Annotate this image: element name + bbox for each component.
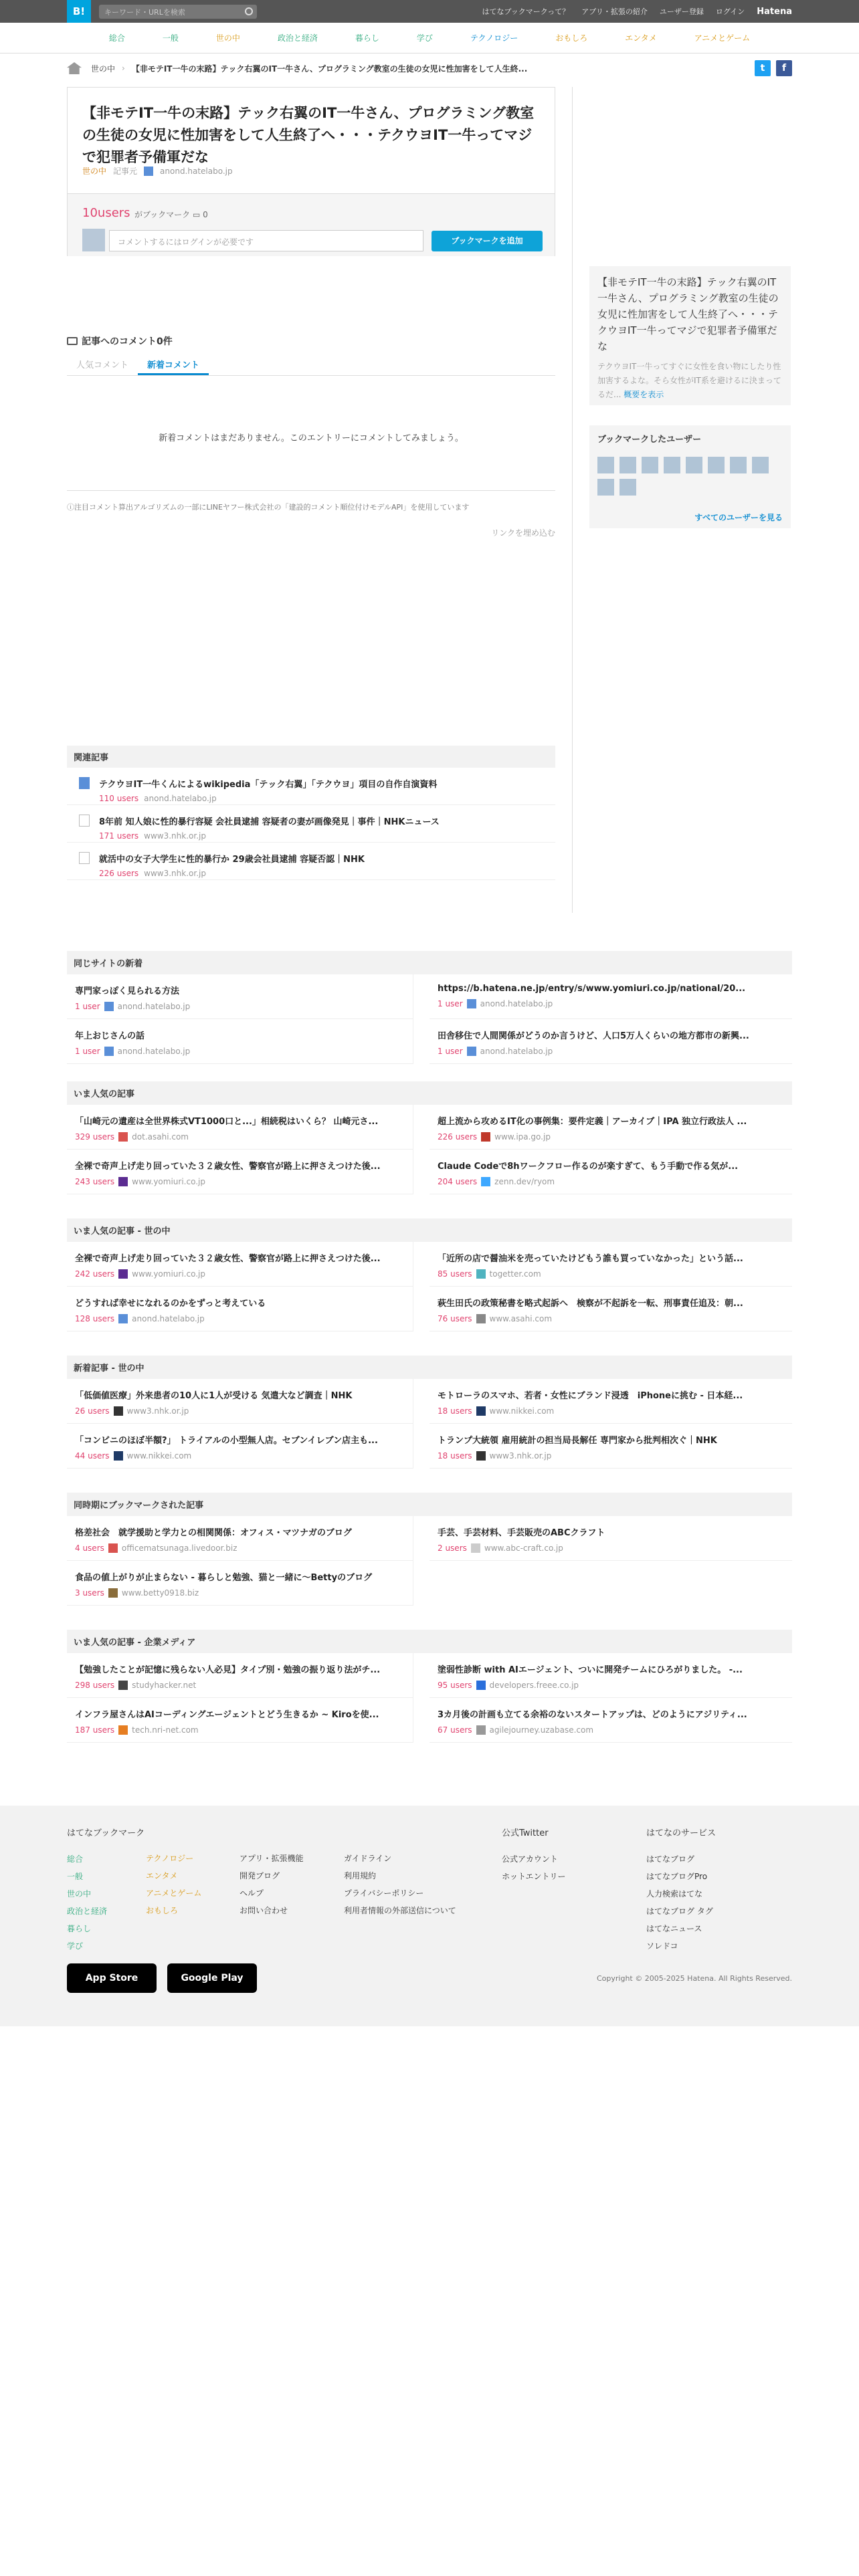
footer-service-link[interactable]: 人力検索はてな [646,1889,703,1899]
user-count[interactable]: 95 users [438,1681,472,1690]
article-title[interactable]: 「近所の店で醤油米を売っていたけどもう誰も買っていなかった」という話... [438,1254,743,1264]
article-meta [75,1681,405,1690]
footer-category-link[interactable]: おもしろ [146,1906,179,1915]
footer [0,1806,859,2026]
list-item[interactable] [67,1424,413,1469]
breadcrumb-category[interactable]: 世の中 [91,64,116,74]
article-domain: anond.hatelabo.jp [117,1047,191,1056]
list-item[interactable] [430,1653,792,1698]
avatar[interactable] [597,479,614,496]
footer-policy-link[interactable]: 利用者情報の外部送信について [344,1906,456,1915]
user-count[interactable]: 67 users [438,1725,472,1735]
article-meta [75,1177,405,1186]
entry-category[interactable]: 世の中 [82,167,107,176]
footer-bookmark-heading: はてなブックマーク [67,1828,145,1838]
avatar[interactable] [619,479,636,496]
article-section [67,1493,792,1606]
twitter-heading: 公式Twitter [502,1828,549,1838]
list-item[interactable] [430,1424,792,1469]
category-tab[interactable]: 総合 [108,33,125,43]
bookmark-box [68,193,555,256]
footer-twitter-link[interactable]: 公式アカウント [502,1854,558,1864]
user-count[interactable]: 298 users [75,1681,115,1690]
user-count[interactable]: 76 users [438,1314,472,1323]
article-domain: www.asahi.com [489,1314,553,1323]
search-icon[interactable] [245,7,253,15]
article-domain: www.ipa.go.jp [494,1132,551,1142]
related-heading: 関連記事 [67,746,555,768]
article-domain: anond.hatelabo.jp [480,999,553,1008]
article-title[interactable]: 塗弱性診断 with AIエージェント、ついに開発チームにひろがりました。 -... [438,1665,743,1675]
list-item[interactable] [67,1379,413,1424]
list-item[interactable] [430,1105,792,1150]
footer-link[interactable]: お問い合わせ [240,1906,288,1915]
user-count[interactable]: 1 user [75,1002,100,1011]
article-domain: zenn.dev/ryom [494,1177,555,1186]
article-meta [438,1543,784,1553]
footer-link[interactable]: 開発ブログ [240,1871,280,1881]
avatar [82,229,105,251]
home-icon[interactable] [67,62,82,74]
related-domain: www3.nhk.or.jp [144,869,206,878]
avatar[interactable] [708,457,725,473]
article-domain: anond.hatelabo.jp [117,1002,191,1011]
comment-icon [67,337,78,345]
section-heading: 同じサイトの新着 [67,951,792,974]
user-count[interactable]: 26 users [75,1406,110,1416]
breadcrumb-title: 【非モテIT一牛の末路】テック右翼のIT一牛さん、プログラミング教室の生徒の女児に性加害をして人生終... [131,64,528,74]
footer-service-link[interactable]: はてなニュース [646,1924,702,1933]
sidebar [589,266,791,528]
article-section [67,1081,792,1194]
bookmark-user-count[interactable]: 10users [82,206,130,220]
article-title[interactable]: 「低価値医療」外来患者の10人に1人が受ける 気遣大など調査｜NHK [75,1391,353,1401]
facebook-share-icon[interactable]: f [776,60,792,76]
category-tab[interactable]: 暮らし [355,33,379,43]
favicon-icon [467,1047,476,1056]
footer-category-link[interactable]: 世の中 [67,1889,92,1899]
footer-category-link[interactable]: 総合 [67,1854,84,1864]
list-item[interactable] [430,1516,792,1561]
footer-service-link[interactable]: ソレドコ [646,1941,678,1951]
related-meta [99,869,365,878]
user-count[interactable]: 171 users [99,831,139,841]
user-count[interactable]: 85 users [438,1269,472,1279]
signup-link[interactable]: ユーザー登録 [659,7,704,16]
article-domain: togetter.com [489,1269,541,1279]
category-tab[interactable]: 世の中 [215,33,240,43]
related-articles [67,746,555,880]
favicon-icon [114,1451,123,1461]
list-item[interactable] [67,1242,413,1287]
entry-meta [82,165,233,177]
footer-links [240,1850,304,1919]
article-meta [438,1451,784,1461]
article-title[interactable]: 超上流から攻めるIT化の事例集：要件定義｜アーカイブ｜IPA 独立行政法人 ... [438,1117,747,1127]
article-domain: anond.hatelabo.jp [480,1047,553,1056]
user-count[interactable]: 1 user [438,999,463,1008]
article-domain: agilejourney.uzabase.com [489,1725,594,1735]
footer-policy-link[interactable]: プライバシーポリシー [344,1889,424,1898]
footer-twitter [502,1826,566,1885]
list-item[interactable] [67,1150,413,1194]
article-title[interactable]: 【勉強したことが記憶に残らない人必見】タイプ別・勉強の振り返り法がチ... [75,1665,381,1675]
article-meta [438,1681,784,1690]
section-heading: いま人気の記事 - 世の中 [67,1218,792,1242]
column-divider [572,87,573,913]
article-domain: anond.hatelabo.jp [132,1314,205,1323]
article-title[interactable]: モトローラのスマホ、若者・女性にブランド浸透 iPhoneに挑む - 日本経... [438,1391,743,1401]
avatar[interactable] [619,457,636,473]
login-link[interactable]: ログイン [715,7,745,16]
favicon-icon [118,1177,128,1186]
article-domain: www.nikkei.com [489,1406,555,1416]
entry-summary [589,266,791,405]
favicon-icon [476,1725,486,1735]
article-title[interactable]: Claude Codeで8hワークフロー作るのが楽すぎて、もう手動で作る気が... [438,1162,739,1172]
hatena-brand-link[interactable]: Hatena [757,6,792,17]
favicon-icon [144,167,153,176]
related-meta [99,831,440,841]
article-title[interactable]: トランプ大統領 雇用統計の担当局長解任 専門家から批判相次ぐ｜NHK [438,1436,717,1446]
related-item[interactable] [67,805,555,843]
footer-category-link[interactable]: アニメとゲーム [146,1889,202,1898]
footer-category-link[interactable]: エンタメ [146,1871,178,1881]
article-meta [75,1269,405,1279]
list-item[interactable] [430,1019,792,1064]
related-domain: anond.hatelabo.jp [144,794,217,803]
user-count[interactable]: 204 users [438,1177,478,1186]
header-links [482,0,792,23]
article-meta [438,1132,784,1142]
favicon-icon [476,1451,486,1461]
footer-link[interactable]: アプリ・拡張機能 [240,1854,304,1863]
article-meta [438,1177,784,1186]
hatena-bookmark-logo[interactable]: B! [67,0,91,23]
article-title[interactable]: 手芸、手芸材料、手芸販売のABCクラフト [438,1528,605,1538]
favicon-icon [104,1047,114,1056]
section-heading: 新着記事 - 世の中 [67,1356,792,1379]
app-store-badge[interactable]: App Store [67,1963,157,1993]
related-meta [99,794,437,803]
footer-category-link[interactable]: 政治と経済 [67,1907,108,1916]
article-meta [75,1132,405,1142]
article-title[interactable]: 年上おじさんの話 [75,1031,145,1041]
list-item[interactable] [67,1516,413,1561]
list-item[interactable] [430,974,792,1019]
favicon-icon [118,1725,128,1735]
article-meta [438,1406,784,1416]
about-link[interactable]: はてなブックマークって？ [482,7,570,16]
article-domain: www.nikkei.com [126,1451,192,1461]
entry-title[interactable]: 【非モテIT一牛の末路】テック右翼のIT一牛さん、プログラミング教室の生徒の女児に性加害をして人生終了へ・・・テクウヨIT一牛ってマジで犯罪者予備軍だな [82,105,535,165]
user-count[interactable]: 4 users [75,1543,104,1553]
avatar[interactable] [664,457,680,473]
favicon-icon [481,1132,490,1142]
footer-category-link[interactable]: 一般 [67,1872,84,1881]
article-section [67,951,792,1064]
comment-algorithm-note: ⓘ注目コメント算出アルゴリズムの一部にLINEヤフー株式会社の「建設的コメント順位付けモデルAPI」を使用しています [67,490,555,512]
article-title[interactable]: https://b.hatena.ne.jp/entry/s/www.yomiuri.co.jp/national/20... [438,984,746,994]
article-meta [438,1725,784,1735]
copyright: Copyright © 2005-2025 Hatena. All Rights Reserved. [596,1974,792,1983]
footer-service-link[interactable]: はてなブログ [646,1854,695,1864]
avatar[interactable] [642,457,658,473]
search-input[interactable] [99,5,257,19]
user-count[interactable]: 18 users [438,1406,472,1416]
comment-input[interactable]: コメントするにはログインが必要です [109,230,423,251]
favicon-icon [467,999,476,1008]
user-avatars [597,457,785,496]
thumbnail-icon [79,777,90,789]
article-domain: dot.asahi.com [132,1132,189,1142]
global-header [0,0,859,23]
article-domain: www.yomiuri.co.jp [132,1269,205,1279]
user-count[interactable]: 44 users [75,1451,110,1461]
category-tab[interactable]: 政治と経済 [277,33,318,43]
article-title[interactable]: 全裸で奇声上げ走り回っていた３２歳女性、警察官が路上に押さえつけた後... [75,1162,381,1172]
footer-service-link[interactable]: はてなブログ タグ [646,1907,713,1916]
related-title[interactable]: テクウヨIT一牛くんによるwikipedia「テック右翼」「テクウヨ」項目の自作自演資料 [99,780,438,790]
article-section [67,1630,792,1743]
user-count[interactable]: 1 user [438,1047,463,1056]
avatar[interactable] [730,457,747,473]
entry-domain[interactable]: anond.hatelabo.jp [160,166,233,176]
article-domain: studyhacker.net [132,1681,197,1690]
article-domain: www.betty0918.biz [121,1588,199,1598]
tab-popular-comments[interactable]: 人気コメント [76,360,129,370]
users-heading: ブックマークしたユーザー [597,435,702,445]
article-title[interactable]: 格差社会 就学援助と学力との相関関係：オフィス・マツナガのブログ [75,1528,352,1538]
avatar[interactable] [597,457,614,473]
favicon-icon [476,1269,486,1279]
comments-section [67,334,555,538]
empty-comments-message: 新着コメントはまだありません。このエントリーにコメントしてみましょう。 [159,433,464,443]
embed-link[interactable]: リンクを埋め込む [491,528,555,538]
category-tab[interactable]: エンタメ [625,33,657,43]
article-domain: www.abc-craft.co.jp [484,1543,563,1553]
article-title[interactable]: 全裸で奇声上げ走り回っていた３２歳女性、警察官が路上に押さえつけた後... [75,1254,381,1264]
favicon-icon [118,1132,128,1142]
footer-link[interactable]: ヘルプ [240,1889,264,1898]
article-title[interactable]: インフラ屋さんはAIコーディングエージェントとどう生きるか ~ Kiroを使... [75,1710,379,1720]
user-count[interactable]: 243 users [75,1177,115,1186]
category-tab[interactable]: おもしろ [555,33,588,43]
twitter-share-icon[interactable]: t [755,60,771,76]
user-count[interactable]: 329 users [75,1132,115,1142]
thumbnail-icon [79,852,90,864]
footer-categories-2 [146,1850,201,1919]
article-meta [75,1543,405,1553]
favicon-icon [118,1269,128,1279]
footer-twitter-link[interactable]: ホットエントリー [502,1872,566,1881]
user-count[interactable]: 187 users [75,1725,115,1735]
breadcrumb [67,59,792,78]
article-title[interactable]: 「山崎元の遺産は全世界株式VT1000口と...」相続税はいくら？ 山崎元さ... [75,1117,379,1127]
article-meta [75,1451,405,1461]
article-title[interactable]: 田舎移住で人間関係がどうのか言うけど、人口5万人くらいの地方都市の新興... [438,1031,749,1041]
user-count[interactable]: 242 users [75,1269,115,1279]
favicon-icon [118,1314,128,1323]
related-item[interactable] [67,768,555,805]
user-count[interactable]: 226 users [99,869,139,878]
article-meta [438,1314,784,1323]
article-title[interactable]: どうすれば幸せになれるのかをずっと考えている [75,1299,266,1309]
list-item[interactable] [67,1653,413,1698]
list-item[interactable] [67,974,413,1019]
article-title[interactable]: 萩生田氏の政策秘書を略式起訴へ 検察が不起訴を一転、刑事責任追及：朝... [438,1299,743,1309]
favicon-icon [471,1543,480,1553]
article-meta [75,1314,405,1323]
category-tab[interactable]: 学び [416,33,433,43]
favicon-icon [481,1177,490,1186]
list-item[interactable] [67,1698,413,1743]
services-heading: はてなのサービス [646,1828,717,1838]
footer-service-link[interactable]: はてなブログPro [646,1872,708,1881]
section-heading: 同時期にブックマークされた記事 [67,1493,792,1516]
article-meta [438,1269,784,1279]
article-section [67,1218,792,1331]
list-item[interactable] [430,1698,792,1743]
user-count[interactable]: 1 user [75,1047,100,1056]
app-store-badges [67,1963,257,1993]
section-heading: いま人気の記事 - 企業メディア [67,1630,792,1653]
favicon-icon [476,1314,486,1323]
footer-policy-link[interactable]: ガイドライン [344,1854,392,1863]
footer-category-link[interactable]: 暮らし [67,1924,92,1933]
article-meta [438,1047,784,1056]
avatar[interactable] [686,457,702,473]
article-title[interactable]: 「コンビニのほぼ半額?」 トライアルの小型無人店。セブンイレブン店主も... [75,1436,378,1446]
user-count[interactable]: 3 users [75,1588,104,1598]
article-domain: tech.nri-net.com [132,1725,199,1735]
thumbnail-icon [79,815,90,827]
favicon-icon [114,1406,123,1416]
category-tab[interactable]: 一般 [162,33,179,43]
summary-more-link[interactable]: 概要を表示 [624,390,664,399]
article-meta [438,999,784,1008]
article-meta [75,1002,405,1011]
user-count[interactable]: 128 users [75,1314,115,1323]
article-section [67,1356,792,1469]
article-domain: www.yomiuri.co.jp [132,1177,205,1186]
search-placeholder: キーワード・URLを検索 [104,8,185,17]
apps-link[interactable]: アプリ・拡張の紹介 [581,7,648,16]
article-meta [75,1047,405,1056]
footer-categories [67,1826,145,1955]
article-meta [75,1406,405,1416]
list-item[interactable] [67,1561,413,1606]
favicon-icon [476,1681,486,1690]
list-item[interactable] [430,1242,792,1287]
summary-text: テクウヨIT一牛ってすぐに女性を食い物にしたり性加害するよな。そら女性がIT系を避けるに決まってるだ... 概要を表示 [597,362,781,399]
article-title[interactable]: 3カ月後の計画も立てる余裕のないスタートアップは、どのようにアジリティ... [438,1710,747,1720]
list-item[interactable] [67,1105,413,1150]
footer-services [646,1826,716,1955]
article-title[interactable]: 食品の値上がりが止まらない - 暮らしと勉強、猫と一緒に〜Bettyのブログ [75,1573,373,1583]
comment-tabs [67,357,555,376]
related-title[interactable]: 就活中の女子大学生に性的暴行か 29歳会社員逮捕 容疑否認｜NHK [99,855,365,865]
footer-category-link[interactable]: 学び [67,1941,84,1951]
article-domain: www3.nhk.or.jp [126,1406,189,1416]
chevron-right-icon: › [122,64,125,73]
favicon-icon [108,1588,118,1598]
all-users-link[interactable]: すべてのユーザーを見る [694,513,783,522]
favicon-icon [118,1681,128,1690]
favicon-icon [104,1002,114,1011]
user-count[interactable]: 2 users [438,1543,467,1553]
footer-policy-link[interactable]: 利用規約 [344,1871,377,1881]
list-item[interactable] [430,1150,792,1194]
summary-title: 【非モテIT一牛の末路】テック右翼のIT一牛さん、プログラミング教室の生徒の女児に性加害をして人生終了へ・・・テクウヨIT一牛ってマジで犯罪者予備軍だな [597,276,779,352]
user-count[interactable]: 226 users [438,1132,478,1142]
entry-card [67,87,555,256]
avatar[interactable] [752,457,769,473]
article-meta [75,1588,405,1598]
add-bookmark-button[interactable]: ブックマークを追加 [432,231,543,251]
category-nav [0,23,859,53]
google-play-badge[interactable]: Google Play [167,1963,257,1993]
favicon-icon [108,1543,118,1553]
article-domain: developers.freee.co.jp [489,1681,579,1690]
comment-icon: ▭ [193,210,201,219]
article-domain: officematsunaga.livedoor.biz [121,1543,237,1553]
related-domain: www3.nhk.or.jp [144,831,206,841]
tab-new-comments[interactable]: 新着コメント [138,357,209,375]
article-title[interactable]: 専門家っぽく見られる方法 [75,986,180,996]
related-item[interactable] [67,843,555,880]
share-buttons [755,60,792,76]
section-heading: いま人気の記事 [67,1081,792,1105]
related-title[interactable]: 8年前 知人娘に性的暴行容疑 会社員逮捕 容疑者の妻が画像発見｜事件｜NHKニュース [99,817,440,827]
list-item[interactable] [67,1287,413,1331]
bookmark-label: がブックマーク ▭ 0 [134,210,208,219]
footer-policies [344,1850,456,1919]
category-tab[interactable]: テクノロジー [470,33,518,43]
category-tab[interactable]: アニメとゲーム [694,33,751,43]
article-meta [75,1725,405,1735]
user-count[interactable]: 110 users [99,794,139,803]
comments-heading: 記事へのコメント0件 [67,334,555,348]
record-label: 記事元 [113,167,138,176]
list-item[interactable] [430,1379,792,1424]
user-count[interactable]: 18 users [438,1451,472,1461]
list-item[interactable] [67,1019,413,1064]
footer-category-link[interactable]: テクノロジー [146,1854,194,1863]
list-item[interactable] [430,1287,792,1331]
favicon-icon [476,1406,486,1416]
article-domain: www3.nhk.or.jp [489,1451,552,1461]
